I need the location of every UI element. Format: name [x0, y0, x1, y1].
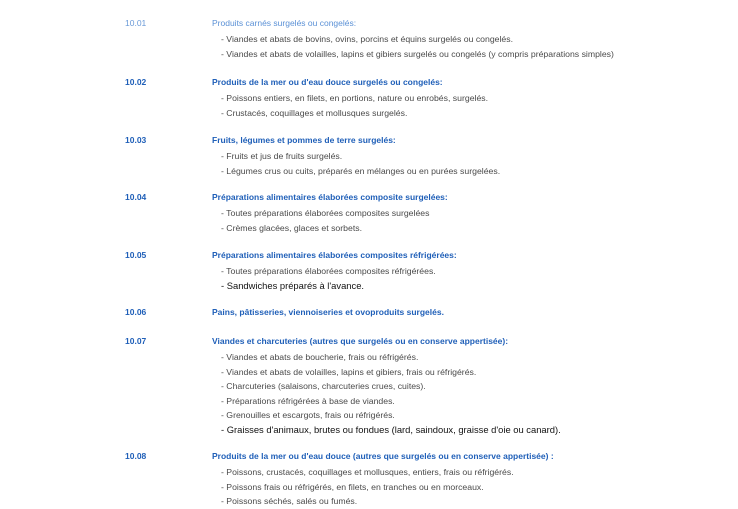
section-title: Produits de la mer ou d'eau douce (autres que surgelés ou en conserve appertisée) :	[212, 451, 554, 461]
section-code: 10.07	[125, 336, 147, 346]
list-item: - Charcuteries (salaisons, charcuteries crues, cuites).	[221, 381, 426, 391]
section-title: Produits carnés surgelés ou congelés:	[212, 18, 357, 28]
section-title: Pains, pâtisseries, viennoiseries et ovoproduits surgelés.	[212, 307, 444, 317]
list-item: - Grenouilles et escargots, frais ou réfrigérés.	[221, 410, 395, 420]
section-title: Viandes et charcuteries (autres que surgelés ou en conserve appertisée):	[212, 336, 509, 346]
section-code: 10.05	[125, 250, 147, 260]
section-code: 10.03	[125, 135, 147, 145]
section-title: Produits de la mer ou d'eau douce surgelés ou congelés:	[212, 77, 443, 87]
list-item: - Fruits et jus de fruits surgelés.	[221, 151, 343, 161]
list-item: - Viandes et abats de boucherie, frais ou réfrigérés.	[221, 352, 419, 362]
section-title: Fruits, légumes et pommes de terre surgelés:	[212, 135, 396, 145]
section-title: Préparations alimentaires élaborées composites réfrigérées:	[212, 250, 457, 260]
list-item: - Poissons séchés, salés ou fumés.	[221, 496, 358, 506]
list-item: - Graisses d'animaux, brutes ou fondues (lard, saindoux, graisse d'oie ou canard).	[221, 423, 561, 435]
section-items	[221, 149, 500, 178]
list-item: - Viandes et abats de bovins, ovins, porcins et équins surgelés ou congelés.	[221, 34, 514, 44]
list-item: - Poissons frais ou réfrigérés, en filets, en tranches ou en morceaux.	[221, 481, 484, 492]
section-items	[221, 206, 429, 235]
section-items	[221, 465, 514, 509]
section-code: 10.04	[125, 192, 147, 202]
list-item: - Toutes préparations élaborées composites réfrigérées.	[221, 266, 436, 276]
list-item: - Poissons, crustacés, coquillages et mollusques, entiers, frais ou réfrigérés.	[221, 467, 514, 477]
list-item: - Légumes crus ou cuits, préparés en mélanges ou en purées surgelées.	[221, 165, 501, 176]
section-items	[221, 264, 436, 293]
section-items	[221, 91, 488, 120]
list-item: - Toutes préparations élaborées composites surgelées	[221, 208, 430, 218]
list-item: - Viandes et abats de volailles, lapins et gibiers surgelés ou congelés (y compris préparations simples)	[221, 48, 614, 59]
list-item: - Viandes et abats de volailles, lapins et gibiers, frais ou réfrigérés.	[221, 366, 477, 377]
section-code: 10.02	[125, 77, 147, 87]
list-item: - Poissons entiers, en filets, en portions, nature ou enrobés, surgelés.	[221, 93, 489, 103]
list-item: - Sandwiches préparés à l'avance.	[221, 279, 365, 291]
section-items	[221, 32, 614, 61]
section-items	[221, 350, 561, 437]
section-title: Préparations alimentaires élaborées composite surgelées:	[212, 192, 448, 202]
section-code: 10.01	[125, 18, 147, 28]
list-item: - Préparations réfrigérées à base de viandes.	[221, 395, 395, 406]
section-code: 10.06	[125, 307, 147, 317]
list-item: - Crèmes glacées, glaces et sorbets.	[221, 222, 362, 233]
list-item: - Crustacés, coquillages et mollusques surgelés.	[221, 107, 408, 118]
section-code: 10.08	[125, 451, 147, 461]
